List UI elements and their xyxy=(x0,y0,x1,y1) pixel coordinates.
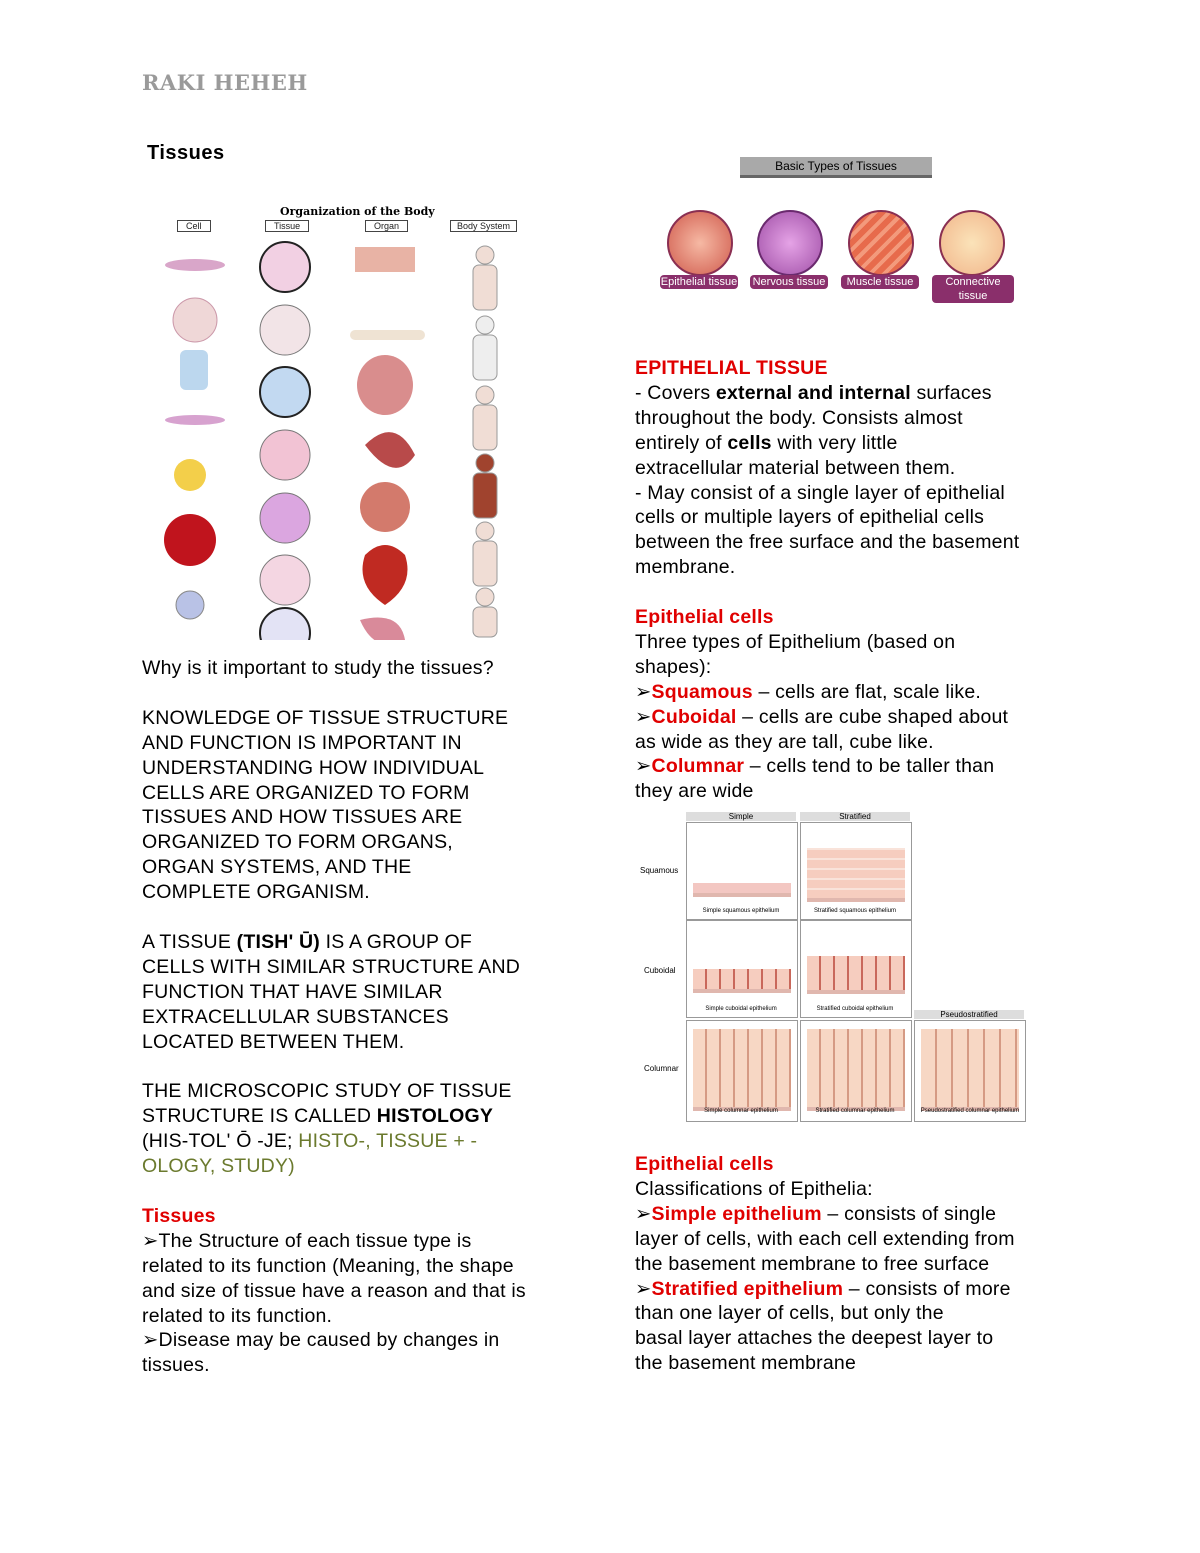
tissue-bullet: ➢ The Structure of each tissue type is xyxy=(142,1229,582,1254)
epi-line: entirely of cells with very little xyxy=(635,431,898,454)
org-col-cell: Cell xyxy=(177,220,211,232)
tissue-bullet-line: tissues. xyxy=(142,1354,210,1377)
document-header: RAKI HEHEH xyxy=(142,70,308,95)
connective-tissue-image xyxy=(939,210,1005,276)
tissue-definition-line: LOCATED BETWEEN THEM. xyxy=(142,1030,405,1053)
tissue-definition-line: EXTRACELLULAR SUBSTANCES xyxy=(142,1005,449,1028)
right-text-block-1 xyxy=(635,356,1085,804)
types-line: Three types of Epithelium (based on xyxy=(635,630,956,653)
epi-line: membrane. xyxy=(635,556,736,579)
caption-pseudo-columnar: Pseudostratified columnar epithelium xyxy=(920,1108,1020,1114)
label-connective: Connective tissue xyxy=(932,275,1014,303)
question-text: Why is it important to study the tissues? xyxy=(142,657,494,679)
epithelial-tissue-image xyxy=(667,210,733,276)
epi-line: throughout the body. Consists almost xyxy=(635,406,963,429)
grid-row-squamous: Squamous xyxy=(640,866,679,875)
caption-strat-columnar: Stratified columnar epithelium xyxy=(815,1108,895,1114)
epi-line: - May consist of a single layer of epithelial xyxy=(635,481,1005,504)
tissue-bullet-line: and size of tissue have a reason and that is xyxy=(142,1279,526,1302)
caption-simple-squamous: Simple squamous epithelium xyxy=(702,908,780,914)
label-epithelial: Epithelial tissue xyxy=(660,276,738,288)
grid-cell-strat-columnar xyxy=(800,1020,912,1122)
epi-line: - Covers external and internal surfaces xyxy=(635,381,992,404)
grid-cell-simple-columnar xyxy=(686,1020,798,1122)
grid-row-columnar: Columnar xyxy=(644,1064,679,1073)
grid-cell-strat-cuboidal xyxy=(800,920,912,1018)
squamous-bullet: ➢ Squamous – cells are flat, scale like. xyxy=(635,680,1085,705)
knowledge-line: COMPLETE ORGANISM. xyxy=(142,881,370,904)
cuboidal-bullet: ➢ Cuboidal – cells are cube shaped about xyxy=(635,705,1085,730)
basic-tissues-title: Basic Types of Tissues xyxy=(740,157,932,178)
epithelium-grid-figure xyxy=(640,810,1028,1122)
epi-line: between the free surface and the basement xyxy=(635,531,1020,554)
epi-line: extracellular material between them. xyxy=(635,456,956,479)
label-muscle: Muscle tissue xyxy=(841,275,919,289)
org-col-organ: Organ xyxy=(365,220,408,232)
tissue-definition-line: FUNCTION THAT HAVE SIMILAR xyxy=(142,980,443,1003)
histology-line: OLOGY, STUDY) xyxy=(142,1155,295,1178)
epithelial-tissue-heading: EPITHELIAL TISSUE xyxy=(635,357,828,379)
left-text-column xyxy=(142,656,582,1378)
knowledge-line: CELLS ARE ORGANIZED TO FORM xyxy=(142,781,470,804)
org-col-body-system: Body System xyxy=(450,220,517,232)
knowledge-line: ORGAN SYSTEMS, AND THE xyxy=(142,856,412,879)
cuboidal-bullet-line: as wide as they are tall, cube like. xyxy=(635,730,934,753)
stratified-line: than one layer of cells, but only the xyxy=(635,1302,944,1325)
types-line: shapes): xyxy=(635,655,712,678)
epithelial-cells-heading: Epithelial cells xyxy=(635,1153,774,1175)
stratified-line: basal layer attaches the deepest layer to xyxy=(635,1327,994,1350)
stratified-bullet: ➢ Stratified epithelium – consists of more xyxy=(635,1277,1085,1302)
right-text-block-2 xyxy=(635,1152,1085,1376)
tissue-definition-line: A TISSUE (TISH' Ū) IS A GROUP OF xyxy=(142,930,472,953)
simple-line: layer of cells, with each cell extending from xyxy=(635,1227,1015,1250)
grid-header-simple: Simple xyxy=(686,812,796,821)
stratified-line: the basement membrane xyxy=(635,1352,856,1375)
knowledge-line: KNOWLEDGE OF TISSUE STRUCTURE xyxy=(142,706,509,729)
tissue-bullet-line: related to its function. xyxy=(142,1304,333,1327)
caption-strat-squamous: Stratified squamous epithelium xyxy=(813,908,897,914)
simple-line: the basement membrane to free surface xyxy=(635,1252,990,1275)
caption-simple-columnar: Simple columnar epithelium xyxy=(704,1108,778,1114)
page-title: Tissues xyxy=(147,142,225,164)
epi-line: cells or multiple layers of epithelial cells xyxy=(635,506,985,529)
grid-cell-simple-cuboidal xyxy=(686,920,798,1018)
knowledge-line: UNDERSTANDING HOW INDIVIDUAL xyxy=(142,756,485,779)
grid-cell-pseudo-columnar xyxy=(914,1020,1026,1122)
organization-illustration xyxy=(155,235,525,640)
knowledge-line: TISSUES AND HOW TISSUES ARE xyxy=(142,806,463,829)
epithelial-cells-heading: Epithelial cells xyxy=(635,606,774,629)
grid-row-cuboidal: Cuboidal xyxy=(644,966,676,975)
histology-line: STRUCTURE IS CALLED HISTOLOGY xyxy=(142,1105,494,1128)
columnar-bullet: ➢ Columnar – cells tend to be taller than xyxy=(635,754,1085,779)
grid-cell-simple-squamous xyxy=(686,822,798,920)
knowledge-line: AND FUNCTION IS IMPORTANT IN xyxy=(142,731,462,754)
caption-strat-cuboidal: Stratified cuboidal epithelium xyxy=(816,1006,894,1012)
tissues-heading: Tissues xyxy=(142,1204,216,1227)
histology-line: (HIS-TOL' Ō -JE; HISTO-, TISSUE + - xyxy=(142,1130,478,1153)
nervous-tissue-image xyxy=(757,210,823,276)
grid-cell-strat-squamous xyxy=(800,822,912,920)
knowledge-line: ORGANIZED TO FORM ORGANS, xyxy=(142,831,453,854)
label-nervous: Nervous tissue xyxy=(750,275,828,289)
basic-tissues-figure xyxy=(645,155,1025,302)
tissue-bullet-line: related to its function (Meaning, the shape xyxy=(142,1254,514,1277)
organization-figure xyxy=(155,200,525,640)
simple-bullet: ➢ Simple epithelium – consists of single xyxy=(635,1202,1085,1227)
grid-header-pseudo: Pseudostratified xyxy=(914,1010,1024,1019)
columnar-bullet-line: they are wide xyxy=(635,780,754,803)
organization-figure-title: Organization of the Body xyxy=(280,205,435,218)
histology-line: THE MICROSCOPIC STUDY OF TISSUE xyxy=(142,1080,512,1103)
muscle-tissue-image xyxy=(848,210,914,276)
class-line: Classifications of Epithelia: xyxy=(635,1177,873,1200)
org-col-tissue: Tissue xyxy=(265,220,309,232)
tissue-bullet: ➢ Disease may be caused by changes in xyxy=(142,1328,582,1353)
caption-simple-cuboidal: Simple cuboidal epithelium xyxy=(705,1006,777,1012)
grid-header-stratified: Stratified xyxy=(800,812,910,821)
tissue-definition-line: CELLS WITH SIMILAR STRUCTURE AND xyxy=(142,955,521,978)
